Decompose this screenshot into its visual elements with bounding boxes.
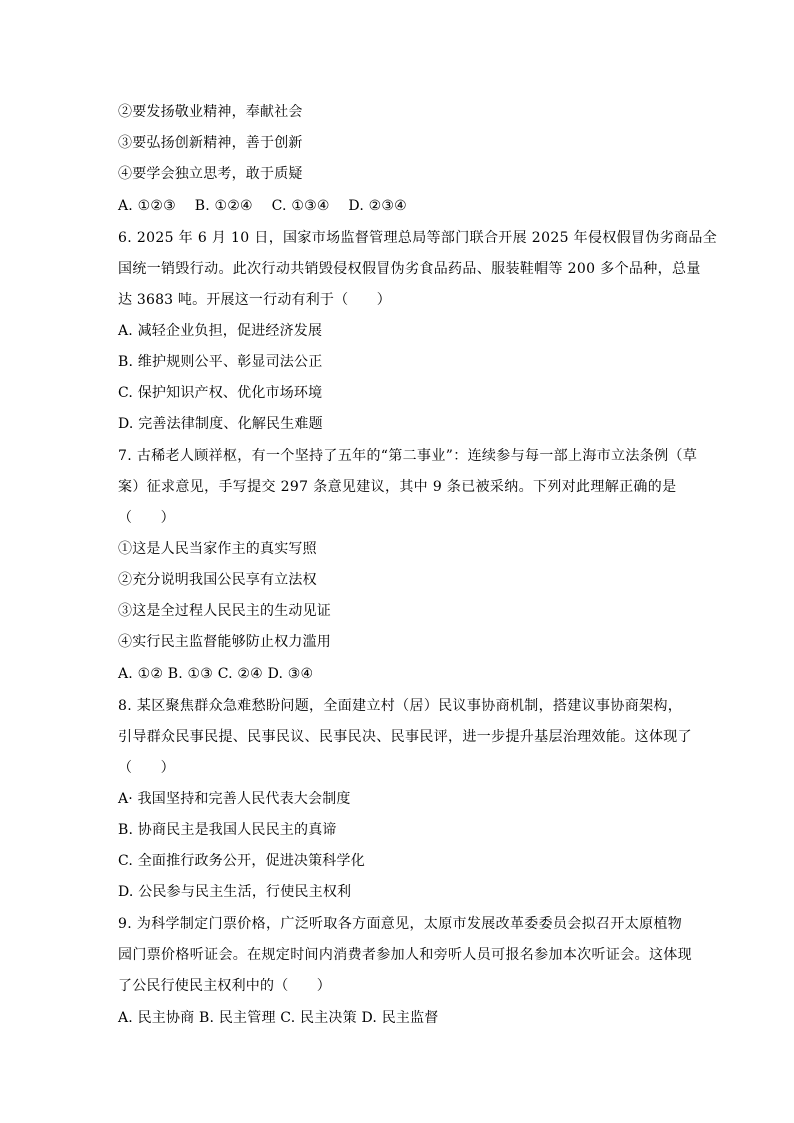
option-line: ③这是全过程人民民主的生动见证 xyxy=(118,603,331,619)
question-9-text: 9. 为科学制定门票价格，广泛听取各方面意见，太原市发展改革委委员会拟召开太原植物 xyxy=(118,916,683,932)
option-line: ②要发扬敬业精神，奉献社会 xyxy=(118,104,303,120)
option-line: ③要弘扬创新精神，善于创新 xyxy=(118,135,303,151)
option-line: ④实行民主监督能够防止权力滥用 xyxy=(118,634,331,650)
answer-choice: B. 协商民主是我国人民民主的真谛 xyxy=(118,822,337,838)
answer-choice: C. 全面推行政务公开，促进决策科学化 xyxy=(118,853,365,869)
question-8-text: （ ） xyxy=(118,760,175,776)
option-line: ②充分说明我国公民享有立法权 xyxy=(118,572,317,588)
answer-choice: D. 公民参与民主生活，行使民主权利 xyxy=(118,884,352,900)
question-8-text: 引导群众民事民提、民事民议、民事民决、民事民评，进一步提升基层治理效能。这体现了 xyxy=(118,729,692,745)
answer-choice: A. 减轻企业负担，促进经济发展 xyxy=(118,323,323,339)
answer-choices: A. ①②③ B. ①②④ C. ①③④ D. ②③④ xyxy=(118,198,407,214)
answer-choice: D. 完善法律制度、化解民生难题 xyxy=(118,416,323,432)
option-line: ①这是人民当家作主的真实写照 xyxy=(118,541,317,557)
question-6-text: 国统一销毁行动。此次行动共销毁侵权假冒伪劣食品药品、服装鞋帽等 200 多个品种，总量 xyxy=(118,261,701,277)
question-7-text: 7. 古稀老人顾祥枢，有一个坚持了五年的“第二事业”：连续参与每一部上海市立法条例（草 xyxy=(118,448,698,464)
question-6-text: 达 3683 吨。开展这一行动有利于（ ） xyxy=(118,292,391,308)
answer-choice: A· 我国坚持和完善人民代表大会制度 xyxy=(118,791,351,807)
answer-choice: B. 维护规则公平、彰显司法公正 xyxy=(118,354,323,370)
answer-choice: C. 保护知识产权、优化市场环境 xyxy=(118,385,323,401)
option-line: ④要学会独立思考，敢于质疑 xyxy=(118,166,303,182)
question-7-text: （ ） xyxy=(118,510,175,526)
question-8-text: 8. 某区聚焦群众急难愁盼问题，全面建立村（居）民议事协商机制，搭建议事协商架构， xyxy=(118,698,683,714)
question-6-text: 6. 2025 年 6 月 10 日，国家市场监督管理总局等部门联合开展 2025 年侵权假冒伪劣商品全 xyxy=(118,230,718,246)
answer-choices: A. 民主协商 B. 民主管理 C. 民主决策 D. 民主监督 xyxy=(118,1010,439,1026)
question-9-text: 园门票价格听证会。在规定时间内消费者参加人和旁听人员可报名参加本次听证会。这体现 xyxy=(118,947,692,963)
question-7-text: 案）征求意见，手写提交 297 条意见建议，其中 9 条已被采纳。下列对此理解正确的是 xyxy=(118,479,677,495)
answer-choices: A. ①② B. ①③ C. ②④ D. ③④ xyxy=(118,666,314,682)
question-9-text: 了公民行使民主权利中的（ ） xyxy=(118,978,331,994)
